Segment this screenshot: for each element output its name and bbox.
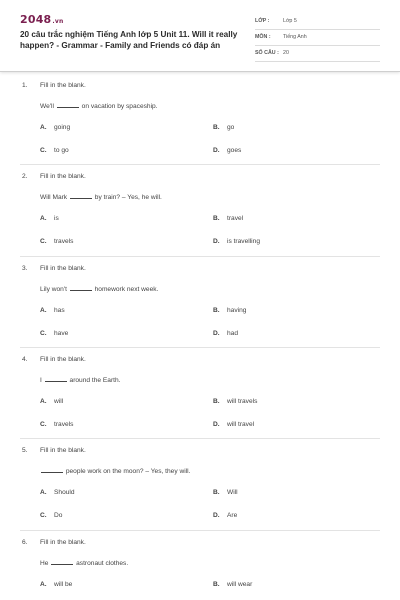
site-logo[interactable] [20,13,63,26]
option-text: will travel [227,421,255,428]
option-text: Do [54,512,63,519]
option-d[interactable] [213,238,260,245]
option-letter: B. [213,581,220,588]
sentence-start: We'll [40,103,54,110]
option-d[interactable] [213,512,237,519]
answer-blank [51,564,73,565]
option-a[interactable] [40,398,63,405]
option-letter: B. [213,398,220,405]
option-b[interactable] [213,215,243,222]
question-divider [20,438,380,439]
option-d[interactable] [213,421,254,428]
question-instruction: Fill in the blank. [40,356,86,363]
option-b[interactable] [213,124,234,131]
question-number: 5. [22,447,28,454]
logo-domain: .vn [52,18,64,25]
question-sentence [40,103,158,110]
option-text: Will [227,489,238,496]
question-sentence [40,194,162,201]
answer-blank [57,107,79,108]
option-text: will travels [227,398,258,405]
question-divider [20,530,380,531]
logo-text: 2048 [20,13,52,26]
option-a[interactable] [40,581,72,588]
option-c[interactable] [40,421,73,428]
question-sentence [40,468,190,475]
option-letter: D. [213,147,220,154]
option-a[interactable] [40,307,65,314]
option-text: going [54,124,71,131]
answer-blank [41,472,63,473]
sentence-start: I [40,377,42,384]
question-sentence [40,377,121,384]
question-instruction: Fill in the blank. [40,539,86,546]
answer-blank [70,290,92,291]
sentence-end: astronaut clothes. [76,560,129,567]
sentence-end: people work on the moon? – Yes, they will. [65,468,191,475]
option-letter: C. [40,330,47,337]
option-letter: D. [213,421,220,428]
question-instruction: Fill in the blank. [40,82,86,89]
option-c[interactable] [40,330,68,337]
option-text: to go [54,147,69,154]
meta-label: MÔN : [255,34,271,40]
option-text: Should [54,489,75,496]
option-letter: A. [40,307,47,314]
option-text: travel [227,215,244,222]
option-text: will [54,398,64,405]
option-text: Are [227,512,238,519]
question-number: 1. [22,82,28,89]
option-a[interactable] [40,489,75,496]
option-letter: A. [40,581,47,588]
meta-label: SỐ CÂU : [255,50,279,56]
option-letter: D. [213,330,220,337]
option-text: is travelling [227,238,260,245]
meta-value: 20 [283,50,289,56]
answer-blank [45,381,67,382]
question-divider [20,164,380,165]
option-c[interactable] [40,512,62,519]
option-letter: D. [213,238,220,245]
option-text: have [54,330,69,337]
question-instruction: Fill in the blank. [40,173,86,180]
option-text: has [54,307,65,314]
option-letter: B. [213,215,220,222]
option-text: will wear [227,581,253,588]
question-divider [20,256,380,257]
option-b[interactable] [213,307,246,314]
question-number: 4. [22,356,28,363]
page-header [0,0,400,72]
sentence-end: around the Earth. [69,377,121,384]
option-text: is [54,215,59,222]
option-letter: A. [40,124,47,131]
option-text: will be [54,581,73,588]
option-letter: A. [40,398,47,405]
option-text: travels [54,238,74,245]
option-a[interactable] [40,124,70,131]
option-b[interactable] [213,489,238,496]
question-sentence [40,560,128,567]
sentence-start: He [40,560,49,567]
meta-value: Lớp 5 [283,18,297,24]
option-text: travels [54,421,74,428]
meta-row-class [255,16,380,30]
option-letter: C. [40,238,47,245]
meta-table [255,16,380,64]
question-divider [20,347,380,348]
sentence-end: by train? – Yes, he will. [94,194,162,201]
option-letter: A. [40,215,47,222]
question-instruction: Fill in the blank. [40,265,86,272]
meta-row-count [255,48,380,62]
question-number: 2. [22,173,28,180]
option-letter: A. [40,489,47,496]
option-letter: B. [213,307,220,314]
option-b[interactable] [213,398,257,405]
answer-blank [70,198,92,199]
meta-label: LỚP : [255,18,270,24]
meta-value: Tiếng Anh [283,34,307,40]
sentence-end: homework next week. [94,286,159,293]
option-text: go [227,124,235,131]
document-title: 20 câu trắc nghiệm Tiếng Anh lớp 5 Unit 11. Will it really happen? - Grammar - Family and Friends có đáp án [20,30,238,50]
question-sentence [40,286,158,293]
option-letter: B. [213,489,220,496]
option-d[interactable] [213,147,241,154]
option-text: goes [227,147,242,154]
option-letter: C. [40,147,47,154]
sentence-end: on vacation by spaceship. [81,103,158,110]
question-number: 6. [22,539,28,546]
option-b[interactable] [213,581,252,588]
sentence-start: Will Mark [40,194,68,201]
sentence-start: Lily won't [40,286,67,293]
option-a[interactable] [40,215,59,222]
meta-row-subject [255,32,380,46]
option-letter: C. [40,421,47,428]
option-d[interactable] [213,330,238,337]
option-letter: D. [213,512,220,519]
question-instruction: Fill in the blank. [40,447,86,454]
option-letter: C. [40,512,47,519]
option-c[interactable] [40,238,73,245]
question-number: 3. [22,265,28,272]
option-text: having [227,307,247,314]
option-c[interactable] [40,147,69,154]
option-text: had [227,330,239,337]
option-letter: B. [213,124,220,131]
